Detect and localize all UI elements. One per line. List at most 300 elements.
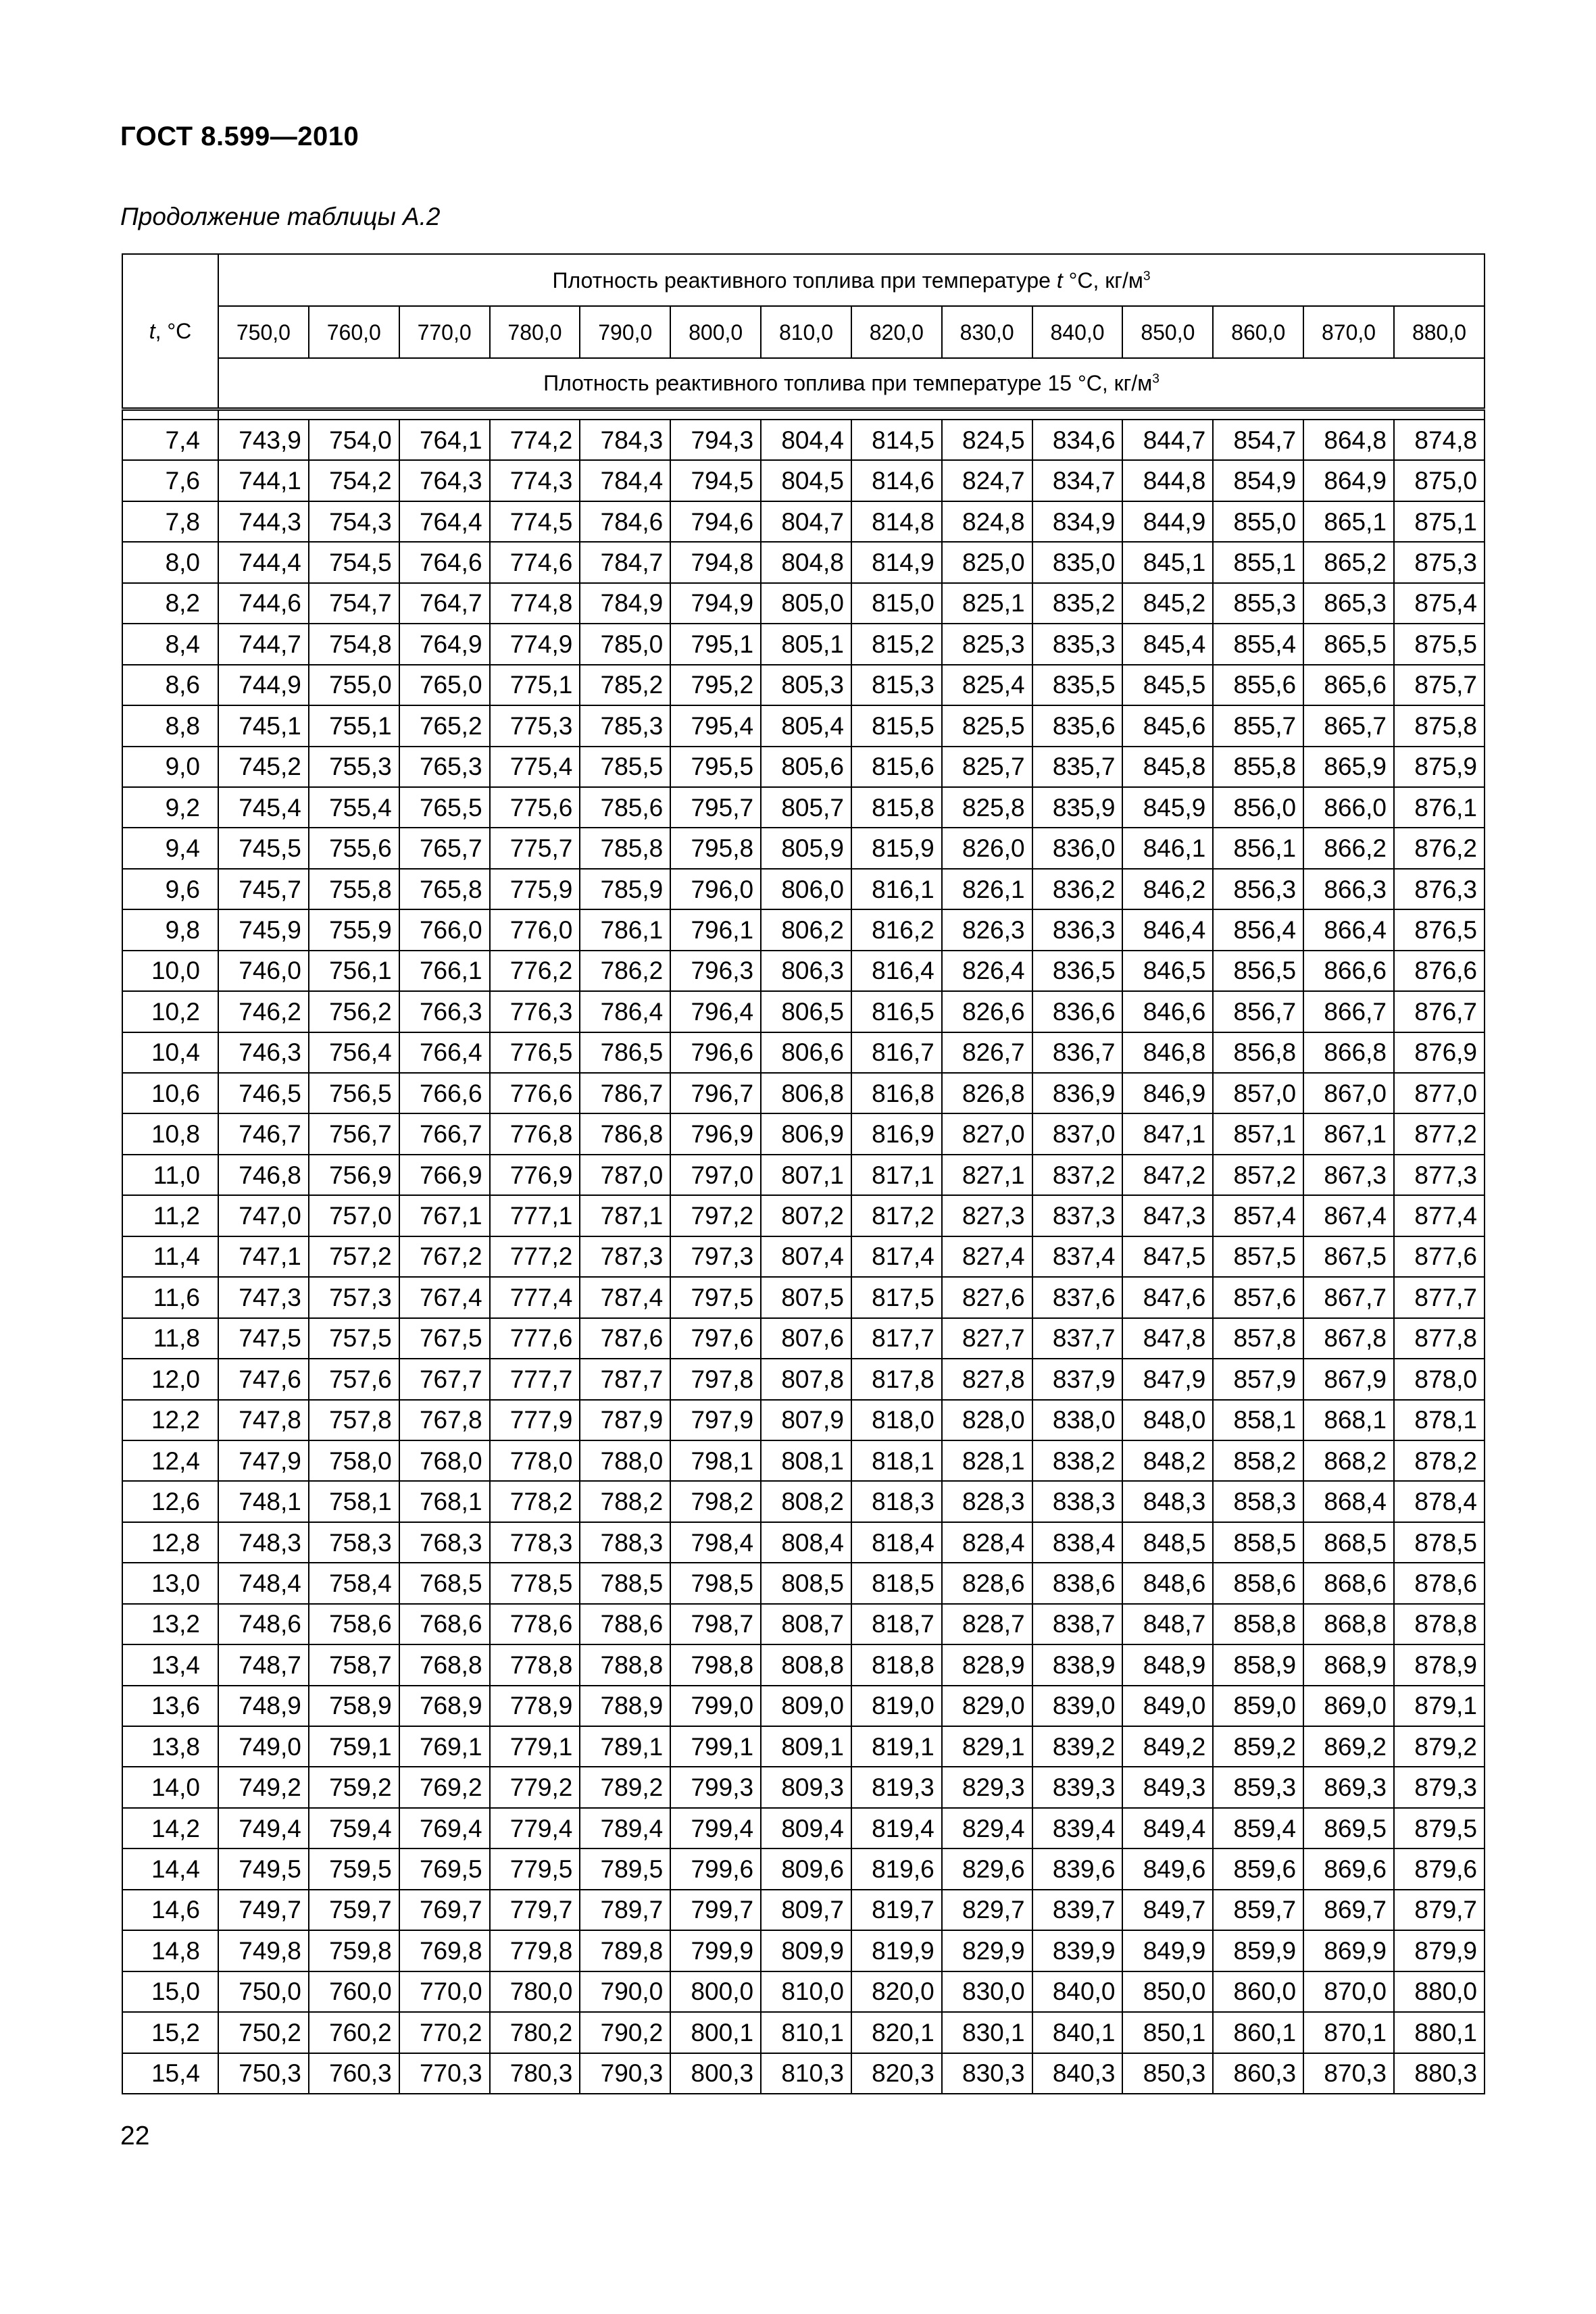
density-cell: 744,3	[218, 501, 309, 542]
density-cell: 805,6	[761, 747, 851, 787]
density-cell: 787,4	[580, 1277, 670, 1317]
density-cell: 789,2	[580, 1767, 670, 1807]
density-cell: 865,3	[1303, 583, 1394, 624]
density-cell: 879,3	[1394, 1767, 1485, 1807]
density-cell: 829,3	[942, 1767, 1032, 1807]
density-cell: 819,7	[851, 1890, 942, 1930]
density-cell: 768,5	[399, 1563, 490, 1603]
temperature-cell: 12,8	[122, 1522, 218, 1563]
density-cell: 765,7	[399, 828, 490, 868]
density-cell: 769,7	[399, 1890, 490, 1930]
density-cell: 868,8	[1303, 1604, 1394, 1644]
density-cell: 856,7	[1213, 991, 1303, 1032]
density-columns-row	[122, 306, 1485, 358]
table-row	[122, 1930, 1485, 1971]
density-cell: 784,6	[580, 501, 670, 542]
density-cell: 799,0	[670, 1686, 761, 1726]
density-cell: 820,0	[851, 1971, 942, 2012]
temperature-cell: 12,0	[122, 1359, 218, 1399]
density-cell: 834,6	[1032, 420, 1123, 460]
density-cell: 816,7	[851, 1032, 942, 1073]
density-cell: 778,0	[490, 1440, 580, 1481]
density-cell: 845,8	[1122, 747, 1213, 787]
density-cell: 807,1	[761, 1155, 851, 1195]
density-cell: 755,9	[309, 909, 399, 950]
density-cell: 820,1	[851, 2012, 942, 2053]
density-cell: 806,2	[761, 909, 851, 950]
temperature-cell: 15,0	[122, 1971, 218, 2012]
density-cell: 815,5	[851, 705, 942, 746]
density-cell: 859,2	[1213, 1726, 1303, 1767]
density-cell: 868,6	[1303, 1563, 1394, 1603]
density-cell: 849,2	[1122, 1726, 1213, 1767]
density-cell: 866,0	[1303, 787, 1394, 828]
density-cell: 755,0	[309, 665, 399, 705]
density-cell: 810,0	[761, 1971, 851, 2012]
density-cell: 806,9	[761, 1113, 851, 1154]
density-cell: 746,3	[218, 1032, 309, 1073]
density-cell: 797,9	[670, 1400, 761, 1440]
density-cell: 878,5	[1394, 1522, 1485, 1563]
density-cell: 869,0	[1303, 1686, 1394, 1726]
density-cell: 796,6	[670, 1032, 761, 1073]
density-cell: 808,1	[761, 1440, 851, 1481]
density-cell: 834,7	[1032, 460, 1123, 501]
density-cell: 830,1	[942, 2012, 1032, 2053]
density-cell: 795,5	[670, 747, 761, 787]
density-cell: 844,7	[1122, 420, 1213, 460]
table-row	[122, 1563, 1485, 1603]
temperature-cell: 8,6	[122, 665, 218, 705]
density-cell: 867,5	[1303, 1236, 1394, 1277]
density-cell: 826,4	[942, 951, 1032, 991]
density-cell: 809,4	[761, 1808, 851, 1848]
density-cell: 829,4	[942, 1808, 1032, 1848]
density-cell: 784,4	[580, 460, 670, 501]
density-cell: 847,1	[1122, 1113, 1213, 1154]
density-cell: 814,8	[851, 501, 942, 542]
temperature-cell: 11,8	[122, 1318, 218, 1359]
density-cell: 880,1	[1394, 2012, 1485, 2053]
density-cell: 879,9	[1394, 1930, 1485, 1971]
density-cell: 744,7	[218, 624, 309, 664]
density-cell: 805,1	[761, 624, 851, 664]
density-cell: 876,3	[1394, 869, 1485, 909]
density-cell: 748,3	[218, 1522, 309, 1563]
table-row	[122, 705, 1485, 746]
density-cell: 767,1	[399, 1195, 490, 1236]
table-row	[122, 747, 1485, 787]
density-table-container	[122, 253, 1484, 2094]
density-cell: 827,8	[942, 1359, 1032, 1399]
table-row	[122, 1644, 1485, 1685]
density-cell: 827,6	[942, 1277, 1032, 1317]
density-cell: 819,0	[851, 1686, 942, 1726]
density-cell: 744,6	[218, 583, 309, 624]
density-cell: 756,9	[309, 1155, 399, 1195]
density-cell: 787,1	[580, 1195, 670, 1236]
density-cell: 816,4	[851, 951, 942, 991]
table-row	[122, 828, 1485, 868]
density-cell: 879,6	[1394, 1848, 1485, 1889]
density-cell: 758,0	[309, 1440, 399, 1481]
density-cell: 837,0	[1032, 1113, 1123, 1154]
density-cell: 815,0	[851, 583, 942, 624]
temperature-cell: 9,8	[122, 909, 218, 950]
density-cell: 819,4	[851, 1808, 942, 1848]
density-cell: 828,7	[942, 1604, 1032, 1644]
temperature-cell: 13,4	[122, 1644, 218, 1685]
density-cell: 776,6	[490, 1073, 580, 1113]
density-cell: 857,9	[1213, 1359, 1303, 1399]
density-column-header: 790,0	[580, 306, 670, 358]
density-cell: 767,2	[399, 1236, 490, 1277]
density-cell: 825,3	[942, 624, 1032, 664]
density-cell: 866,4	[1303, 909, 1394, 950]
density-cell: 756,7	[309, 1113, 399, 1154]
density-cell: 859,6	[1213, 1848, 1303, 1889]
density-cell: 868,1	[1303, 1400, 1394, 1440]
density-cell: 747,5	[218, 1318, 309, 1359]
density-cell: 756,4	[309, 1032, 399, 1073]
density-cell: 779,1	[490, 1726, 580, 1767]
density-cell: 755,8	[309, 869, 399, 909]
density-cell: 835,3	[1032, 624, 1123, 664]
density-cell: 805,3	[761, 665, 851, 705]
density-cell: 795,7	[670, 787, 761, 828]
density-column-header: 860,0	[1213, 306, 1303, 358]
density-cell: 768,9	[399, 1686, 490, 1726]
density-cell: 869,5	[1303, 1808, 1394, 1848]
temperature-cell: 11,6	[122, 1277, 218, 1317]
density-cell: 757,6	[309, 1359, 399, 1399]
density-cell: 878,6	[1394, 1563, 1485, 1603]
density-cell: 867,9	[1303, 1359, 1394, 1399]
density-cell: 857,2	[1213, 1155, 1303, 1195]
density-column-header: 800,0	[670, 306, 761, 358]
density-cell: 765,8	[399, 869, 490, 909]
density-cell: 794,3	[670, 420, 761, 460]
density-cell: 798,5	[670, 1563, 761, 1603]
density-cell: 758,3	[309, 1522, 399, 1563]
density-cell: 756,2	[309, 991, 399, 1032]
density-cell: 789,4	[580, 1808, 670, 1848]
density-cell: 754,5	[309, 542, 399, 582]
density-cell: 819,3	[851, 1767, 942, 1807]
temperature-cell: 11,2	[122, 1195, 218, 1236]
density-cell: 826,1	[942, 869, 1032, 909]
table-row	[122, 624, 1485, 664]
density-cell: 750,3	[218, 2053, 309, 2094]
density-cell: 768,6	[399, 1604, 490, 1644]
density-cell: 839,7	[1032, 1890, 1123, 1930]
density-cell: 745,4	[218, 787, 309, 828]
table-row	[122, 1686, 1485, 1726]
density-cell: 806,0	[761, 869, 851, 909]
density-cell: 810,3	[761, 2053, 851, 2094]
density-column-header: 880,0	[1394, 306, 1485, 358]
density-cell: 879,1	[1394, 1686, 1485, 1726]
density-cell: 780,3	[490, 2053, 580, 2094]
density-cell: 784,9	[580, 583, 670, 624]
density-cell: 837,7	[1032, 1318, 1123, 1359]
density-cell: 780,2	[490, 2012, 580, 2053]
density-cell: 867,0	[1303, 1073, 1394, 1113]
density-cell: 866,3	[1303, 869, 1394, 909]
density-cell: 798,2	[670, 1481, 761, 1521]
density-cell: 877,2	[1394, 1113, 1485, 1154]
density-cell: 858,8	[1213, 1604, 1303, 1644]
density-cell: 859,4	[1213, 1808, 1303, 1848]
density-cell: 785,5	[580, 747, 670, 787]
density-cell: 799,7	[670, 1890, 761, 1930]
density-cell: 776,5	[490, 1032, 580, 1073]
density-cell: 770,2	[399, 2012, 490, 2053]
density-cell: 816,5	[851, 991, 942, 1032]
density-cell: 848,3	[1122, 1481, 1213, 1521]
density-cell: 757,2	[309, 1236, 399, 1277]
density-cell: 746,7	[218, 1113, 309, 1154]
density-cell: 846,1	[1122, 828, 1213, 868]
density-cell: 826,6	[942, 991, 1032, 1032]
density-cell: 788,2	[580, 1481, 670, 1521]
density-cell: 856,5	[1213, 951, 1303, 991]
density-cell: 754,8	[309, 624, 399, 664]
density-cell: 846,2	[1122, 869, 1213, 909]
density-cell: 779,8	[490, 1930, 580, 1971]
density-cell: 844,8	[1122, 460, 1213, 501]
density-cell: 766,6	[399, 1073, 490, 1113]
density-cell: 846,6	[1122, 991, 1213, 1032]
density-cell: 788,8	[580, 1644, 670, 1685]
temperature-cell: 12,6	[122, 1481, 218, 1521]
density-cell: 839,6	[1032, 1848, 1123, 1889]
temperature-cell: 14,0	[122, 1767, 218, 1807]
density-cell: 784,3	[580, 420, 670, 460]
density-cell: 826,0	[942, 828, 1032, 868]
table-row	[122, 2012, 1485, 2053]
density-cell: 849,3	[1122, 1767, 1213, 1807]
density-cell: 746,8	[218, 1155, 309, 1195]
density-cell: 789,1	[580, 1726, 670, 1767]
density-cell: 866,7	[1303, 991, 1394, 1032]
density-cell: 747,9	[218, 1440, 309, 1481]
density-cell: 814,6	[851, 460, 942, 501]
density-cell: 875,8	[1394, 705, 1485, 746]
density-cell: 796,1	[670, 909, 761, 950]
density-cell: 806,6	[761, 1032, 851, 1073]
density-cell: 789,8	[580, 1930, 670, 1971]
density-cell: 875,9	[1394, 747, 1485, 787]
page-number: 22	[120, 2121, 150, 2150]
density-cell: 807,5	[761, 1277, 851, 1317]
temperature-cell: 14,8	[122, 1930, 218, 1971]
temperature-cell: 8,2	[122, 583, 218, 624]
table-row	[122, 1808, 1485, 1848]
density-cell: 759,4	[309, 1808, 399, 1848]
temperature-cell: 14,2	[122, 1808, 218, 1848]
density-cell: 769,4	[399, 1808, 490, 1848]
density-cell: 855,3	[1213, 583, 1303, 624]
density-cell: 794,8	[670, 542, 761, 582]
density-cell: 796,9	[670, 1113, 761, 1154]
density-cell: 774,5	[490, 501, 580, 542]
density-cell: 838,4	[1032, 1522, 1123, 1563]
density-cell: 827,3	[942, 1195, 1032, 1236]
density-cell: 848,0	[1122, 1400, 1213, 1440]
density-cell: 780,0	[490, 1971, 580, 2012]
density-cell: 876,1	[1394, 787, 1485, 828]
density-cell: 794,6	[670, 501, 761, 542]
density-cell: 758,7	[309, 1644, 399, 1685]
density-cell: 848,7	[1122, 1604, 1213, 1644]
density-cell: 804,4	[761, 420, 851, 460]
density-cell: 847,9	[1122, 1359, 1213, 1399]
density-cell: 797,3	[670, 1236, 761, 1277]
density-cell: 828,9	[942, 1644, 1032, 1685]
density-cell: 816,2	[851, 909, 942, 950]
density-cell: 858,5	[1213, 1522, 1303, 1563]
density-cell: 857,5	[1213, 1236, 1303, 1277]
density-cell: 825,8	[942, 787, 1032, 828]
density-cell: 855,0	[1213, 501, 1303, 542]
density-cell: 797,5	[670, 1277, 761, 1317]
density-cell: 867,4	[1303, 1195, 1394, 1236]
temperature-cell: 7,4	[122, 420, 218, 460]
density-cell: 748,7	[218, 1644, 309, 1685]
density-cell: 845,2	[1122, 583, 1213, 624]
density-cell: 816,1	[851, 869, 942, 909]
density-cell: 818,3	[851, 1481, 942, 1521]
density-cell: 788,0	[580, 1440, 670, 1481]
table-row	[122, 951, 1485, 991]
density-cell: 828,1	[942, 1440, 1032, 1481]
density-cell: 828,3	[942, 1481, 1032, 1521]
density-cell: 855,1	[1213, 542, 1303, 582]
density-cell: 848,6	[1122, 1563, 1213, 1603]
density-cell: 748,6	[218, 1604, 309, 1644]
density-cell: 759,7	[309, 1890, 399, 1930]
density-cell: 825,0	[942, 542, 1032, 582]
density-cell: 777,4	[490, 1277, 580, 1317]
temperature-cell: 14,6	[122, 1890, 218, 1930]
table-row	[122, 665, 1485, 705]
table-row	[122, 1113, 1485, 1154]
density-cell: 825,4	[942, 665, 1032, 705]
density-cell: 797,8	[670, 1359, 761, 1399]
density-cell: 775,6	[490, 787, 580, 828]
density-cell: 765,2	[399, 705, 490, 746]
density-cell: 878,8	[1394, 1604, 1485, 1644]
temperature-cell: 11,4	[122, 1236, 218, 1277]
density-cell: 765,5	[399, 787, 490, 828]
density-cell: 806,3	[761, 951, 851, 991]
density-cell: 787,6	[580, 1318, 670, 1359]
density-cell: 760,2	[309, 2012, 399, 2053]
density-cell: 794,9	[670, 583, 761, 624]
density-cell: 878,9	[1394, 1644, 1485, 1685]
density-cell: 829,9	[942, 1930, 1032, 1971]
density-cell: 747,6	[218, 1359, 309, 1399]
density-cell: 860,0	[1213, 1971, 1303, 2012]
density-cell: 755,1	[309, 705, 399, 746]
density-cell: 749,8	[218, 1930, 309, 1971]
density-cell: 835,0	[1032, 542, 1123, 582]
table-row	[122, 1481, 1485, 1521]
density-cell: 879,7	[1394, 1890, 1485, 1930]
density-cell: 790,3	[580, 2053, 670, 2094]
density-cell: 877,7	[1394, 1277, 1485, 1317]
temperature-cell: 10,4	[122, 1032, 218, 1073]
table-row	[122, 2053, 1485, 2094]
density-cell: 796,0	[670, 869, 761, 909]
density-cell: 806,8	[761, 1073, 851, 1113]
density-cell: 764,3	[399, 460, 490, 501]
density-cell: 875,0	[1394, 460, 1485, 501]
density-cell: 747,8	[218, 1400, 309, 1440]
density-cell: 819,9	[851, 1930, 942, 1971]
table-row	[122, 1236, 1485, 1277]
density-cell: 804,5	[761, 460, 851, 501]
density-cell: 778,2	[490, 1481, 580, 1521]
density-cell: 758,6	[309, 1604, 399, 1644]
density-cell: 800,0	[670, 1971, 761, 2012]
density-cell: 760,0	[309, 1971, 399, 2012]
table-row	[122, 991, 1485, 1032]
density-cell: 769,5	[399, 1848, 490, 1889]
density-cell: 845,6	[1122, 705, 1213, 746]
table-row	[122, 1359, 1485, 1399]
table-body	[122, 420, 1485, 2094]
density-cell: 849,7	[1122, 1890, 1213, 1930]
temperature-cell: 7,6	[122, 460, 218, 501]
density-column-header: 870,0	[1303, 306, 1394, 358]
density-cell: 797,2	[670, 1195, 761, 1236]
density-cell: 858,3	[1213, 1481, 1303, 1521]
density-cell: 756,1	[309, 951, 399, 991]
density-cell: 860,3	[1213, 2053, 1303, 2094]
density-cell: 836,5	[1032, 951, 1123, 991]
density-cell: 828,6	[942, 1563, 1032, 1603]
density-cell: 749,0	[218, 1726, 309, 1767]
density-cell: 790,0	[580, 1971, 670, 2012]
table-row	[122, 909, 1485, 950]
density-cell: 757,5	[309, 1318, 399, 1359]
density-cell: 845,9	[1122, 787, 1213, 828]
density-cell: 817,8	[851, 1359, 942, 1399]
density-cell: 869,9	[1303, 1930, 1394, 1971]
temperature-cell: 9,0	[122, 747, 218, 787]
density-cell: 878,1	[1394, 1400, 1485, 1440]
density-cell: 818,1	[851, 1440, 942, 1481]
density-cell: 829,6	[942, 1848, 1032, 1889]
density-cell: 835,2	[1032, 583, 1123, 624]
density-cell: 778,3	[490, 1522, 580, 1563]
density-cell: 805,4	[761, 705, 851, 746]
density-cell: 827,0	[942, 1113, 1032, 1154]
density-cell: 874,8	[1394, 420, 1485, 460]
density-cell: 757,3	[309, 1277, 399, 1317]
density-cell: 764,4	[399, 501, 490, 542]
density-cell: 876,7	[1394, 991, 1485, 1032]
temperature-cell: 13,8	[122, 1726, 218, 1767]
density-cell: 819,6	[851, 1848, 942, 1889]
density-cell: 859,0	[1213, 1686, 1303, 1726]
density-cell: 815,2	[851, 624, 942, 664]
density-cell: 776,2	[490, 951, 580, 991]
density-cell: 835,7	[1032, 747, 1123, 787]
density-cell: 849,6	[1122, 1848, 1213, 1889]
